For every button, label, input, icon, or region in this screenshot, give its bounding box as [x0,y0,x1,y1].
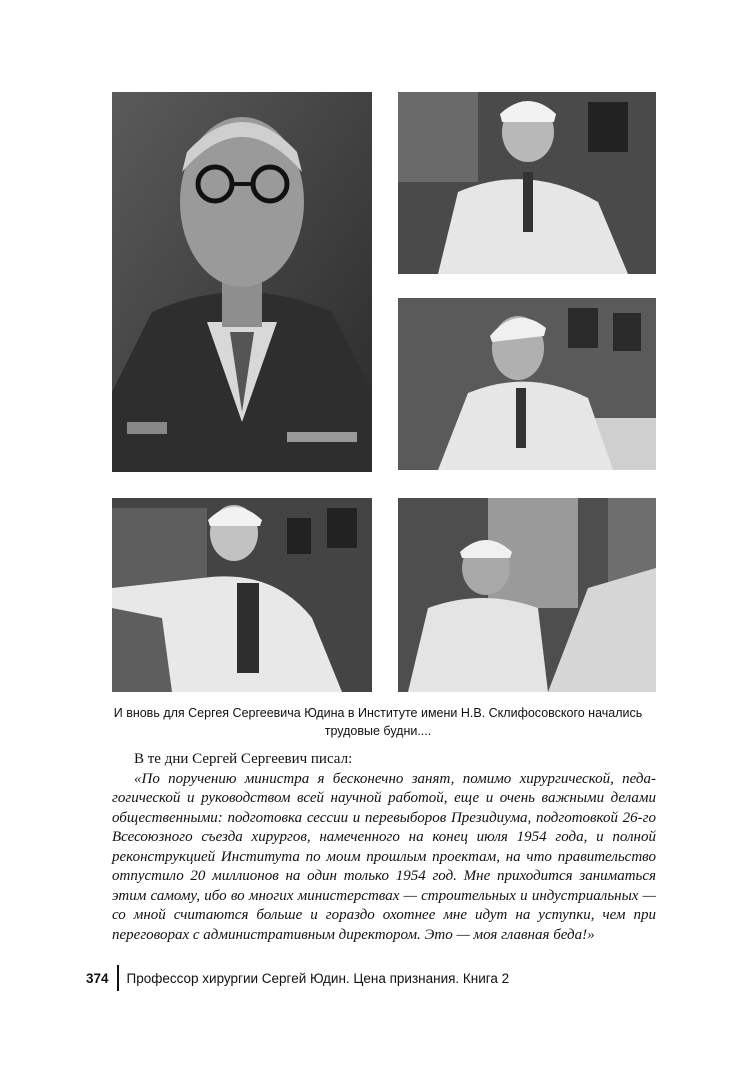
figure-caption: И вновь для Сергея Сергеевича Юдина в Институте имени Н.В. Склифосовского начались трудовые будни.... [113,706,643,738]
body-text [112,750,656,945]
photo-looking-up [398,298,656,470]
photo-at-desk [398,498,656,692]
book-title: Профессор хирургии Сергей Юдин. Цена признания. Книга 2 [126,970,510,986]
footer-divider [117,965,119,991]
page-footer [86,965,509,991]
photo-seated-in-office [398,92,656,274]
photo-portrait [112,92,372,472]
quote-paragraph: «По поручению министра я бесконечно занят, помимо хирургической, педагогической и руководством всей научной работой, еще и очень важными делами общественными: подготовка сессии и перевыборов Президиума, подготовкой 26-го Всесоюзного съезда хирургов, намеченного на конец июля 1954 года, и полной реконструкцией Института по моим прошлым проектам, на что правительство отпустило 20 миллионов на один только 1954 год. Мне приходится заниматься этим самому, ибо во многих министерствах — строительных и индустриальных — со мной считаются больше и гораздо охотнее мне идут на уступки, чем при переговорах с административным директором. Это — моя главная беда!» [112,770,656,943]
intro-paragraph: В те дни Сергей Сергеевич писал: [134,751,353,767]
photo-laughing [112,498,372,692]
page-number: 374 [86,970,109,986]
